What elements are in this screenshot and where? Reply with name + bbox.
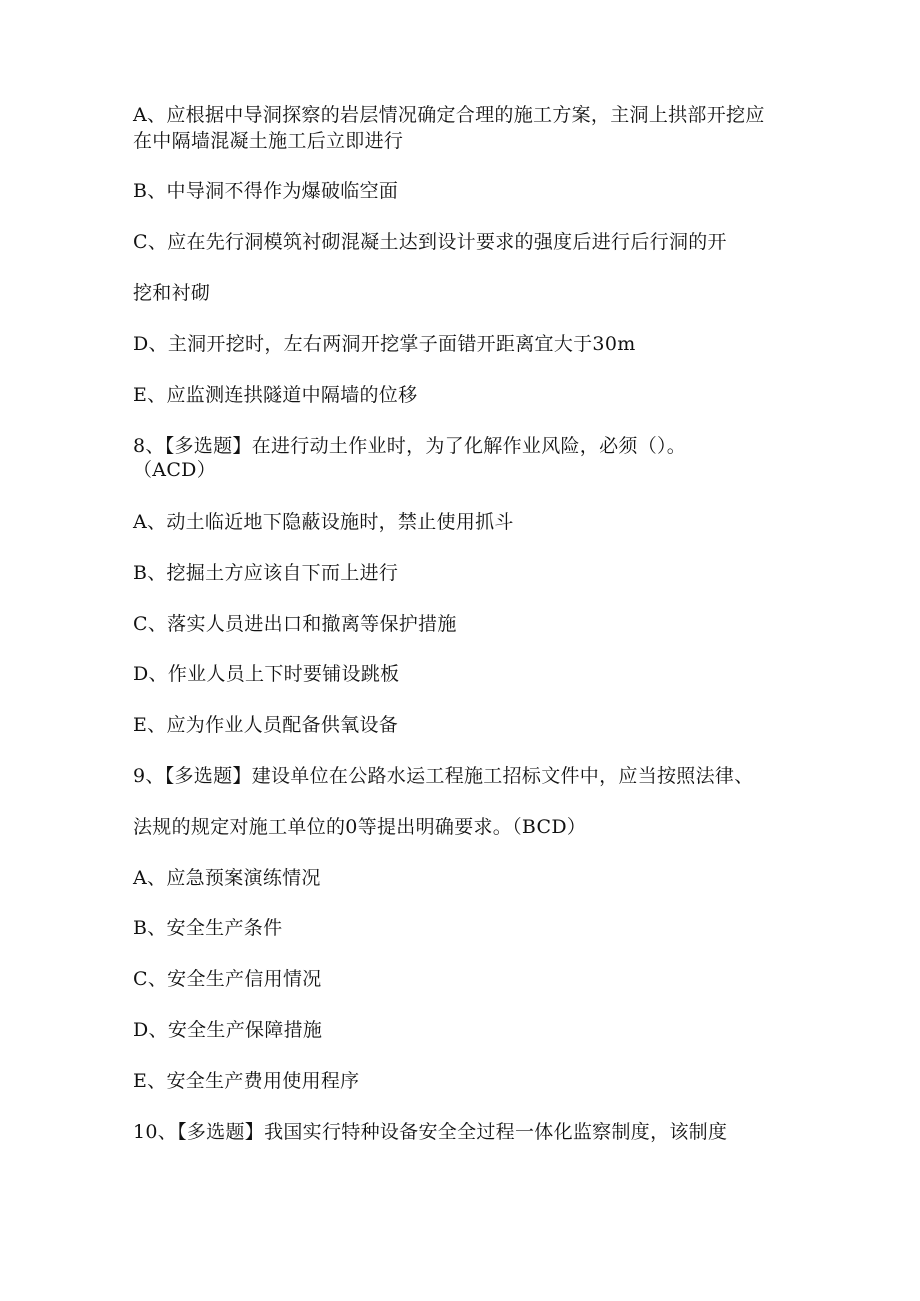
option-c: C、落实人员进出口和撤离等保护措施 [133, 613, 457, 635]
question-title: 10、【多选题】我国实行特种设备安全全过程一体化监察制度，该制度 [133, 1121, 728, 1143]
text-line: A、应根据中导洞探察的岩层情况确定合理的施工方案，主洞上拱部开挖应 [133, 104, 765, 126]
question-title: 8、【多选题】在进行动土作业时，为了化解作业风险，必须（）。 [133, 435, 687, 457]
option-b: B、安全生产条件 [133, 917, 283, 939]
option-e: E、应为作业人员配备供氧设备 [133, 714, 399, 736]
option-d: D、作业人员上下时要铺设跳板 [133, 663, 400, 685]
question-title-continued: 法规的规定对施工单位的0等提出明确要求。（BCD） [133, 816, 587, 838]
text-line: 挖和衬砌 [133, 282, 211, 304]
option-c: C、安全生产信用情况 [133, 968, 322, 990]
text-line: 在中隔墙混凝土施工后立即进行 [133, 130, 404, 152]
option-a: A、动土临近地下隐蔽设施时，禁止使用抓斗 [133, 511, 514, 533]
option-b: B、挖掘土方应该自下而上进行 [133, 562, 399, 584]
answer-key: （ACD） [133, 459, 216, 481]
text-line: D、主洞开挖时，左右两洞开挖掌子面错开距离宜大于30m [133, 333, 636, 355]
option-e: E、安全生产费用使用程序 [133, 1070, 360, 1092]
text-line: B、中导洞不得作为爆破临空面 [133, 180, 399, 202]
question-title: 9、【多选题】建设单位在公路水运工程施工招标文件中，应当按照法律、 [133, 765, 754, 787]
option-d: D、安全生产保障措施 [133, 1019, 323, 1041]
text-line: E、应监测连拱隧道中隔墙的位移 [133, 384, 418, 406]
option-a: A、应急预案演练情况 [133, 867, 321, 889]
text-line: C、应在先行洞模筑衬砌混凝土达到设计要求的强度后进行后行洞的开 [133, 231, 727, 253]
